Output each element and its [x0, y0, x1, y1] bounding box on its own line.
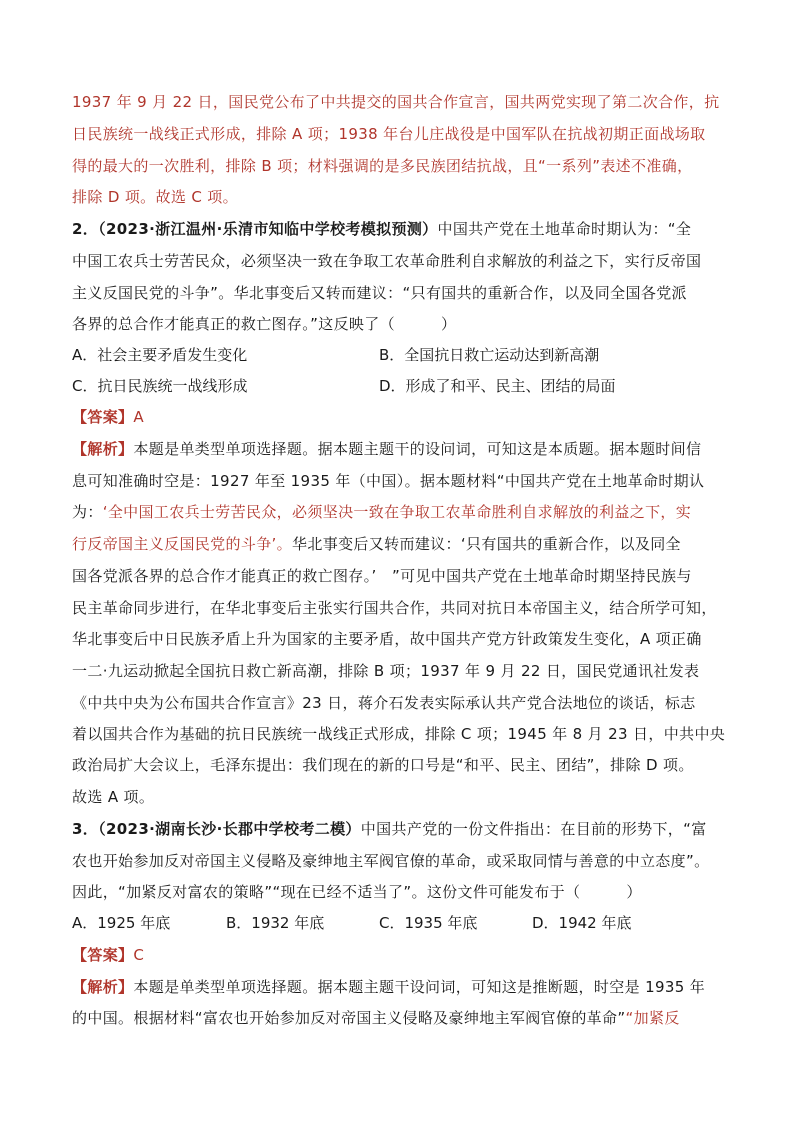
analysis-text: 着以国共合作为基础的抗日民族统一战线正式形成，排除 C 项；1945 年 8 月 23 日，中共中央 [72, 725, 726, 743]
analysis-highlight: “加紧反 [625, 1009, 680, 1027]
answer-label: 【答案】 [72, 946, 134, 964]
question-3-stem: 农也开始参加反对帝国主义侵略及豪绅地主军阀官僚的革命，或采取同情与善意的中立态度”。 [72, 852, 710, 870]
analysis-text: 国各党派各界的总合作才能真正的救亡图存。’ ”可见中国共产党在土地革命时期坚持民族与 [72, 567, 692, 585]
analysis-text: 息可知准确时空是：1927 年至 1935 年（中国）。据本题材料“中国共产党在土地革命时期认 [72, 472, 705, 490]
option-c: C．1935 年底 [379, 914, 478, 932]
option-d: D．形成了和平、民主、团结的局面 [379, 377, 616, 395]
question-2-stem: 中国工农兵士劳苦民众，必须坚决一致在争取工农革命胜利自求解放的利益之下，实行反帝国 [72, 252, 702, 270]
option-b: B．1932 年底 [226, 914, 325, 932]
question-3-analysis [72, 977, 705, 997]
option-a: A．社会主要矛盾发生变化 [72, 346, 248, 364]
question-2-analysis [72, 439, 701, 459]
analysis-text: 一二·九运动掀起全国抗日救亡新高潮，排除 B 项；1937 年 9 月 22 日，国民党通讯社发表 [72, 662, 700, 680]
analysis-text: 民主革命同步进行，在华北事变后主张实行国共合作，共同对抗日本帝国主义，结合所学可知， [72, 599, 717, 617]
question-3-stem: 中国共产党的一份文件指出：在目前的形势下，“富 [360, 820, 707, 838]
prev-analysis-line: 1937 年 9 月 22 日，国民党公布了中共提交的国共合作宣言，国共两党实现了第二次合作，抗 [72, 93, 720, 111]
analysis-text: 的中国。根据材料“富农也开始参加反对帝国主义侵略及豪绅地主军阀官僚的革命” [72, 1009, 626, 1027]
question-2-answer [72, 407, 144, 427]
analysis-text: 政治局扩大会议上，毛泽东提出：我们现在的新的口号是“和平、民主、团结”，排除 D 项。 [72, 756, 694, 774]
option-b: B．全国抗日救亡运动达到新高潮 [379, 346, 600, 364]
question-3-stem: 因此，“加紧反对富农的策略”“现在已经不适当了”。这份文件可能发布于（ ） [72, 883, 642, 901]
analysis-label: 【解析】 [72, 440, 134, 458]
question-2-stem: 主义反国民党的斗争”。华北事变后又转而建议：“只有国共的重新合作，以及同全国各党派 [72, 284, 687, 302]
analysis-text: 华北事变后又转而建议：‘只有国共的重新合作，以及同全 [292, 535, 681, 553]
question-3-answer [72, 945, 144, 965]
answer-label: 【答案】 [72, 408, 134, 426]
analysis-highlight: ‘全中国工农兵士劳苦民众，必须坚决一致在争取工农革命胜利自求解放的利益之下，实 [102, 503, 692, 521]
analysis-line [72, 502, 691, 522]
option-c: C．抗日民族统一战线形成 [72, 377, 248, 395]
analysis-label: 【解析】 [72, 978, 134, 996]
analysis-text: 本题是单类型单项选择题。据本题主题干设问词，可知这是推断题，时空是 1935 年 [133, 978, 706, 996]
question-2-header [72, 219, 691, 239]
option-d: D．1942 年底 [532, 914, 632, 932]
analysis-highlight: 行反帝国主义反国民党的斗争’。 [72, 535, 293, 553]
analysis-text: 华北事变后中日民族矛盾上升为国家的主要矛盾，故中国共产党方针政策发生变化，A 项正确 [72, 630, 702, 648]
analysis-line [72, 534, 681, 554]
analysis-text: 《中共中央为公布国共合作宣言》23 日，蒋介石发表实际承认共产党合法地位的谈话，标志 [72, 694, 696, 712]
prev-analysis-line: 日民族统一战线正式形成，排除 A 项；1938 年台儿庄战役是中国军队在抗战初期正面战场取 [72, 125, 706, 143]
option-a: A．1925 年底 [72, 914, 171, 932]
answer-value: A [133, 408, 145, 426]
question-3-header [72, 819, 707, 839]
analysis-line [72, 1008, 680, 1028]
analysis-text: 故选 A 项。 [72, 788, 155, 806]
prev-analysis-line: 排除 D 项。故选 C 项。 [72, 188, 238, 206]
prev-analysis-line: 得的最大的一次胜利，排除 B 项；材料强调的是多民族团结抗战，且“一系列”表述不准确， [72, 157, 693, 175]
analysis-text: 为： [72, 503, 103, 521]
answer-value: C [133, 946, 145, 964]
question-3-source: 3．（2023·湖南长沙·长郡中学校考二模） [72, 820, 361, 838]
question-2-stem: 中国共产党在土地革命时期认为：“全 [437, 220, 692, 238]
question-2-source: 2．（2023·浙江温州·乐清市知临中学校考模拟预测） [72, 220, 438, 238]
analysis-text: 本题是单类型单项选择题。据本题主题干的设问词，可知这是本质题。据本题时间信 [133, 440, 702, 458]
question-2-stem: 各界的总合作才能真正的救亡图存。”这反映了（ ） [72, 315, 457, 333]
